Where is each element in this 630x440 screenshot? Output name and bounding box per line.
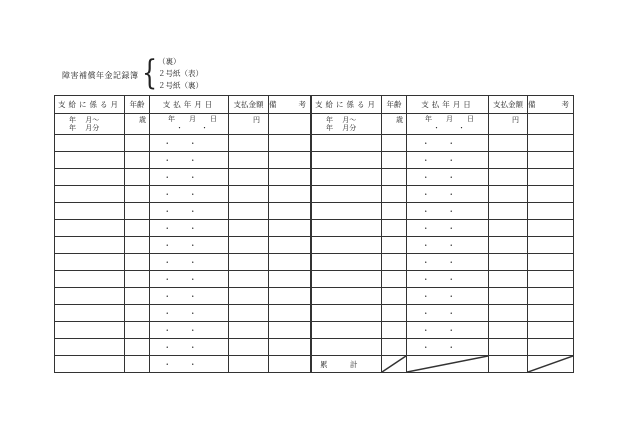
month-cell-left[interactable] — [55, 203, 125, 220]
remarks-cell-left[interactable] — [269, 114, 311, 135]
date-unit-labels: 年 月 日 — [425, 115, 474, 123]
date-cell-left[interactable]: ・・ — [150, 271, 229, 288]
age-cell-right[interactable] — [382, 339, 407, 356]
age-cell-right[interactable] — [382, 288, 407, 305]
record-table — [54, 95, 574, 373]
header-date-left: 支払年月日 — [150, 96, 229, 114]
age-cell-cumulative-slash — [382, 356, 407, 373]
month-cell-right[interactable] — [312, 254, 382, 271]
brace-bracket: { — [142, 53, 158, 93]
header-age-left: 年齢 — [125, 96, 150, 114]
date-cell-left[interactable]: ・・ — [150, 356, 229, 373]
date-cell-right[interactable]: ・・ — [407, 186, 489, 203]
month-cell-left[interactable] — [55, 305, 125, 322]
date-cell-left[interactable]: ・・ — [150, 203, 229, 220]
remarks-cell-left[interactable] — [269, 203, 311, 220]
variant-form2-back: ２号紙（裏） — [158, 81, 203, 90]
remarks-cell-left[interactable] — [269, 254, 311, 271]
date-cell-left[interactable]: ・・ — [150, 186, 229, 203]
amount-cell-right[interactable] — [489, 322, 528, 339]
age-cell-left[interactable] — [125, 220, 150, 237]
amount-cell-right[interactable] — [489, 114, 528, 135]
month-cell-right[interactable] — [312, 169, 382, 186]
month-cell-left[interactable] — [55, 339, 125, 356]
amount-cell-right[interactable] — [489, 271, 528, 288]
form-variant-list — [158, 56, 203, 92]
amount-unit-label: 円 — [512, 116, 519, 124]
remarks-cell-left[interactable] — [269, 220, 311, 237]
table-row — [55, 169, 574, 186]
header-remarks-right — [528, 96, 574, 114]
date-cell-left[interactable]: ・・ — [150, 322, 229, 339]
date-cell-right[interactable]: ・・ — [407, 220, 489, 237]
month-cell-left[interactable] — [55, 322, 125, 339]
document-title: 障害補償年金記録簿 — [62, 71, 139, 80]
amount-unit-label: 円 — [253, 116, 260, 124]
date-cell-right[interactable]: ・・ — [407, 169, 489, 186]
month-cell-right[interactable] — [312, 237, 382, 254]
month-range-from: 年 月～ — [69, 116, 100, 124]
month-cell-right[interactable] — [312, 220, 382, 237]
age-cell-right[interactable] — [382, 271, 407, 288]
remarks-cell-left[interactable] — [269, 135, 311, 152]
month-cell-left[interactable] — [55, 186, 125, 203]
remarks-cell-left[interactable] — [269, 237, 311, 254]
remarks-cell-left[interactable] — [269, 169, 311, 186]
month-range-from: 年 月～ — [326, 116, 357, 124]
table-header-row — [55, 96, 574, 114]
remarks-char-1: 備 — [528, 100, 536, 109]
amount-cell-right[interactable] — [489, 305, 528, 322]
remarks-char-2: 考 — [561, 100, 569, 109]
age-cell-right[interactable] — [382, 322, 407, 339]
amount-cell-left[interactable] — [229, 305, 269, 322]
month-range-to: 年 月分 — [69, 124, 100, 132]
remarks-char-2: 考 — [298, 100, 306, 109]
month-cell-right[interactable] — [312, 271, 382, 288]
remarks-cell-left[interactable] — [269, 186, 311, 203]
remarks-cell-right[interactable] — [528, 288, 574, 305]
header-month-right: 支給に係る月 — [312, 96, 382, 114]
date-cell-right[interactable] — [407, 114, 489, 135]
header-month-left: 支給に係る月 — [55, 96, 125, 114]
date-cell-left[interactable]: ・・ — [150, 339, 229, 356]
table-row — [55, 254, 574, 271]
date-cell-left[interactable]: ・・ — [150, 237, 229, 254]
month-cell-left[interactable] — [55, 288, 125, 305]
remarks-cell-left[interactable] — [269, 356, 311, 373]
amount-cell-right[interactable] — [489, 237, 528, 254]
amount-cell-left[interactable] — [229, 186, 269, 203]
age-cell-left[interactable] — [125, 271, 150, 288]
month-cell-right[interactable] — [312, 186, 382, 203]
date-unit-labels: 年 月 日 — [168, 115, 217, 123]
age-cell-right[interactable] — [382, 254, 407, 271]
age-cell-left[interactable] — [125, 114, 150, 135]
remarks-cell-right[interactable] — [528, 203, 574, 220]
age-cell-left[interactable] — [125, 169, 150, 186]
month-cell-left[interactable] — [55, 254, 125, 271]
date-cell-right[interactable]: ・・ — [407, 271, 489, 288]
amount-cell-left[interactable] — [229, 288, 269, 305]
table-row — [55, 356, 574, 373]
amount-cell-right[interactable] — [489, 203, 528, 220]
remarks-cell-left[interactable] — [269, 305, 311, 322]
date-cell-left[interactable]: ・・ — [150, 220, 229, 237]
age-cell-left[interactable] — [125, 237, 150, 254]
age-cell-right[interactable] — [382, 220, 407, 237]
month-cell-right[interactable] — [312, 203, 382, 220]
form-header — [62, 53, 282, 94]
table-row — [55, 186, 574, 203]
age-cell-left[interactable] — [125, 288, 150, 305]
date-cell-right[interactable]: ・・ — [407, 135, 489, 152]
table-row — [55, 114, 574, 135]
date-cell-left[interactable]: ・・ — [150, 152, 229, 169]
age-cell-left[interactable] — [125, 135, 150, 152]
date-cell-left[interactable]: ・・ — [150, 305, 229, 322]
date-cell-right[interactable]: ・・ — [407, 322, 489, 339]
date-cell-left[interactable]: ・・ — [150, 254, 229, 271]
remarks-cell-right[interactable] — [528, 305, 574, 322]
date-cell-cumulative-slash — [407, 356, 489, 373]
age-cell-left[interactable] — [125, 203, 150, 220]
month-cell-right[interactable] — [312, 322, 382, 339]
age-cell-left[interactable] — [125, 322, 150, 339]
amount-cell-right[interactable] — [489, 288, 528, 305]
age-cell-left[interactable] — [125, 152, 150, 169]
amount-cell-left[interactable] — [229, 203, 269, 220]
amount-cell-left[interactable] — [229, 271, 269, 288]
remarks-cell-right[interactable] — [528, 135, 574, 152]
date-separator-dots: ・・ — [176, 124, 226, 132]
amount-cell-left[interactable] — [229, 152, 269, 169]
table-row — [55, 339, 574, 356]
remarks-cell-right[interactable] — [528, 254, 574, 271]
header-remarks-left — [269, 96, 311, 114]
header-date-right: 支払年月日 — [407, 96, 489, 114]
age-cell-right[interactable] — [382, 186, 407, 203]
table-row — [55, 203, 574, 220]
month-cell-left[interactable] — [55, 135, 125, 152]
age-cell-left[interactable] — [125, 254, 150, 271]
month-cell-left[interactable] — [55, 237, 125, 254]
amount-cell-right[interactable] — [489, 135, 528, 152]
remarks-cell-right[interactable] — [528, 237, 574, 254]
amount-cell-right[interactable] — [489, 186, 528, 203]
age-cell-left[interactable] — [125, 339, 150, 356]
remarks-cell-right[interactable] — [528, 339, 574, 356]
age-cell-left[interactable] — [125, 305, 150, 322]
month-cell-left[interactable] — [55, 271, 125, 288]
month-cell-right[interactable] — [312, 339, 382, 356]
date-cell-left[interactable]: ・・ — [150, 288, 229, 305]
date-cell-left[interactable] — [150, 114, 229, 135]
remarks-cell-right[interactable] — [528, 152, 574, 169]
date-cell-left[interactable]: ・・ — [150, 135, 229, 152]
amount-cell-left[interactable] — [229, 254, 269, 271]
month-cell-left[interactable] — [55, 356, 125, 373]
table-row — [55, 305, 574, 322]
month-cell-right[interactable] — [312, 305, 382, 322]
amount-cell-left[interactable] — [229, 339, 269, 356]
age-cell-right[interactable] — [382, 114, 407, 135]
amount-cell-right[interactable] — [489, 339, 528, 356]
month-cell-right[interactable] — [312, 114, 382, 135]
date-cell-right[interactable]: ・・ — [407, 305, 489, 322]
remarks-cell-right[interactable] — [528, 186, 574, 203]
month-cell-left[interactable] — [55, 152, 125, 169]
remarks-cell-left[interactable] — [269, 152, 311, 169]
variant-form2-front: ２号紙（表） — [158, 69, 203, 78]
month-range-to: 年 月分 — [326, 124, 357, 132]
date-separator-dots: ・・ — [433, 124, 483, 132]
amount-cell-left[interactable] — [229, 135, 269, 152]
amount-cell-left[interactable] — [229, 356, 269, 373]
remarks-cell-left[interactable] — [269, 339, 311, 356]
amount-cell-cumulative[interactable] — [489, 356, 528, 373]
amount-cell-left[interactable] — [229, 237, 269, 254]
date-cell-right[interactable]: ・・ — [407, 288, 489, 305]
variant-back: （裏） — [158, 57, 181, 66]
remarks-cell-left[interactable] — [269, 271, 311, 288]
remarks-char-1: 備 — [269, 100, 277, 109]
remarks-cell-right[interactable] — [528, 114, 574, 135]
remarks-cell-right[interactable] — [528, 169, 574, 186]
month-cell-right[interactable] — [312, 152, 382, 169]
header-amount-right: 支払金額 — [489, 96, 528, 114]
month-cell-left[interactable] — [55, 220, 125, 237]
age-cell-left[interactable] — [125, 356, 150, 373]
amount-cell-left[interactable] — [229, 169, 269, 186]
table-row — [55, 322, 574, 339]
remarks-cell-right[interactable] — [528, 322, 574, 339]
cumulative-label: 累 計 — [312, 356, 382, 373]
date-cell-right[interactable]: ・・ — [407, 203, 489, 220]
age-cell-right[interactable] — [382, 135, 407, 152]
date-cell-right[interactable]: ・・ — [407, 237, 489, 254]
age-unit-label: 歳 — [139, 116, 146, 124]
remarks-cell-left[interactable] — [269, 322, 311, 339]
table-row — [55, 237, 574, 254]
remarks-cell-cumulative-slash — [528, 356, 574, 373]
amount-cell-right[interactable] — [489, 254, 528, 271]
month-cell-left[interactable] — [55, 114, 125, 135]
amount-cell-left[interactable] — [229, 322, 269, 339]
header-age-right: 年齢 — [382, 96, 407, 114]
table-row — [55, 135, 574, 152]
age-cell-left[interactable] — [125, 186, 150, 203]
date-cell-right[interactable]: ・・ — [407, 152, 489, 169]
amount-cell-right[interactable] — [489, 220, 528, 237]
amount-cell-left[interactable] — [229, 220, 269, 237]
month-cell-left[interactable] — [55, 169, 125, 186]
age-cell-right[interactable] — [382, 169, 407, 186]
date-cell-right[interactable]: ・・ — [407, 339, 489, 356]
date-cell-left[interactable]: ・・ — [150, 169, 229, 186]
age-cell-right[interactable] — [382, 203, 407, 220]
age-unit-label: 歳 — [396, 116, 403, 124]
date-cell-right[interactable]: ・・ — [407, 254, 489, 271]
header-amount-left: 支払金額 — [229, 96, 269, 114]
amount-cell-left[interactable] — [229, 114, 269, 135]
age-cell-right[interactable] — [382, 152, 407, 169]
table-row — [55, 152, 574, 169]
amount-cell-right[interactable] — [489, 152, 528, 169]
remarks-cell-left[interactable] — [269, 288, 311, 305]
table-row — [55, 288, 574, 305]
age-cell-right[interactable] — [382, 237, 407, 254]
month-cell-right[interactable] — [312, 288, 382, 305]
remarks-cell-right[interactable] — [528, 220, 574, 237]
remarks-cell-right[interactable] — [528, 271, 574, 288]
table-row — [55, 271, 574, 288]
month-cell-right[interactable] — [312, 135, 382, 152]
amount-cell-right[interactable] — [489, 169, 528, 186]
table-row — [55, 220, 574, 237]
age-cell-right[interactable] — [382, 305, 407, 322]
